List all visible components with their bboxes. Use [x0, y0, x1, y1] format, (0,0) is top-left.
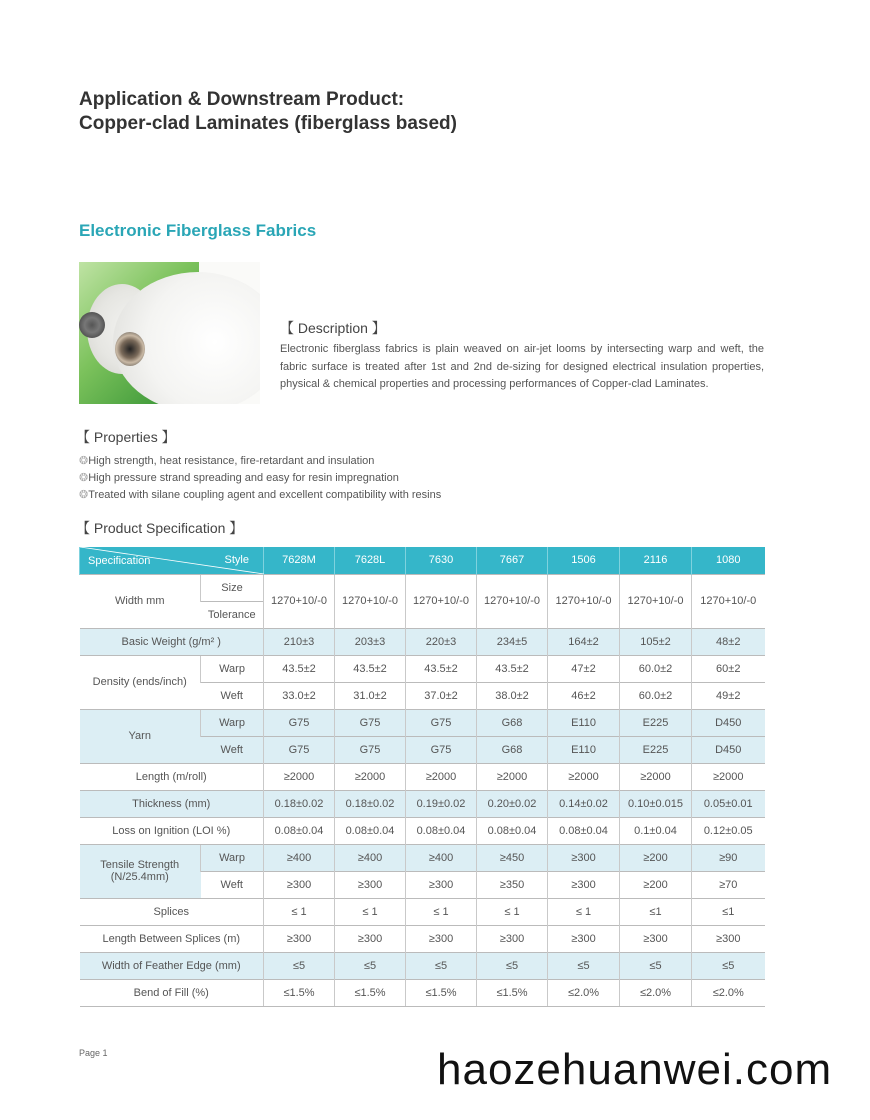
table-cell: ≥200	[620, 871, 692, 898]
bullet-icon: ❂	[79, 472, 89, 484]
table-row	[80, 709, 765, 736]
list-item	[79, 453, 441, 470]
table-cell: ≤2.0%	[548, 979, 620, 1006]
table-cell: 43.5±2	[264, 655, 335, 682]
row-label: Splices	[80, 898, 264, 925]
table-cell: G75	[406, 736, 477, 763]
table-cell: G75	[406, 709, 477, 736]
table-cell: ≤1.5%	[264, 979, 335, 1006]
table-cell: ≤5	[335, 952, 406, 979]
row-label: Loss on Ignition (LOI %)	[80, 817, 264, 844]
sub-label: Weft	[201, 736, 264, 763]
table-cell: ≤1	[692, 898, 765, 925]
table-cell: ≥200	[620, 844, 692, 871]
table-cell: 0.10±0.015	[620, 790, 692, 817]
spec-table	[79, 547, 765, 1007]
table-cell: G75	[264, 736, 335, 763]
table-cell: 43.5±2	[335, 655, 406, 682]
table-cell: ≥300	[692, 925, 765, 952]
table-cell: 33.0±2	[264, 682, 335, 709]
table-cell: ≤ 1	[406, 898, 477, 925]
table-row	[80, 844, 765, 871]
table-cell: 0.08±0.04	[335, 817, 406, 844]
table-cell: G75	[335, 709, 406, 736]
table-cell: G68	[477, 709, 548, 736]
table-cell: 38.0±2	[477, 682, 548, 709]
table-cell: 0.14±0.02	[548, 790, 620, 817]
table-cell: 1270+10/-0	[264, 574, 335, 628]
table-cell: D450	[692, 709, 765, 736]
table-cell: D450	[692, 736, 765, 763]
row-label: Width mm	[80, 574, 201, 628]
column-header: 1080	[692, 547, 765, 574]
table-cell: ≥2000	[264, 763, 335, 790]
table-cell: 1270+10/-0	[335, 574, 406, 628]
bullet-icon: ❂	[79, 455, 89, 467]
table-cell: ≥2000	[692, 763, 765, 790]
table-cell: ≥350	[477, 871, 548, 898]
table-cell: ≥300	[548, 925, 620, 952]
table-cell: ≥300	[264, 925, 335, 952]
table-cell: ≥400	[335, 844, 406, 871]
table-cell: 0.1±0.04	[620, 817, 692, 844]
table-row	[80, 574, 765, 601]
sub-label: Warp	[201, 709, 264, 736]
sub-label: Warp	[201, 844, 264, 871]
table-row	[80, 925, 765, 952]
table-cell: 0.08±0.04	[477, 817, 548, 844]
description-heading: 【 Description 】	[280, 320, 386, 336]
table-cell: 60±2	[692, 655, 765, 682]
row-label: Length (m/roll)	[80, 763, 264, 790]
bullet-icon: ❂	[79, 489, 89, 501]
spec-table-body	[80, 547, 765, 1006]
product-photo	[79, 262, 260, 404]
table-cell: ≤ 1	[264, 898, 335, 925]
row-label-line: Tensile Strength	[100, 859, 180, 871]
properties-list	[79, 453, 441, 504]
row-label: Width of Feather Edge (mm)	[80, 952, 264, 979]
property-text: High pressure strand spreading and easy for resin impregnation	[88, 472, 399, 484]
sub-label: Weft	[201, 682, 264, 709]
table-row	[80, 655, 765, 682]
table-cell: ≥2000	[620, 763, 692, 790]
table-cell: 0.18±0.02	[335, 790, 406, 817]
table-cell: E110	[548, 736, 620, 763]
table-cell: 203±3	[335, 628, 406, 655]
table-cell: ≥70	[692, 871, 765, 898]
table-cell: 1270+10/-0	[477, 574, 548, 628]
row-label-line: (N/25.4mm)	[110, 871, 169, 883]
table-cell: ≤2.0%	[692, 979, 765, 1006]
table-cell: 47±2	[548, 655, 620, 682]
table-cell: ≥300	[620, 925, 692, 952]
row-label: Yarn	[80, 709, 201, 763]
table-cell: E110	[548, 709, 620, 736]
page-number: Page 1	[79, 1048, 108, 1058]
table-cell: 1270+10/-0	[406, 574, 477, 628]
table-cell: 0.08±0.04	[548, 817, 620, 844]
table-cell: 49±2	[692, 682, 765, 709]
row-label: Bend of Fill (%)	[80, 979, 264, 1006]
table-cell: 234±5	[477, 628, 548, 655]
table-row	[80, 790, 765, 817]
table-cell: 37.0±2	[406, 682, 477, 709]
table-cell: ≤1.5%	[406, 979, 477, 1006]
corner-style-label: Style	[224, 554, 249, 566]
table-cell: 0.08±0.04	[264, 817, 335, 844]
table-cell: 60.0±2	[620, 655, 692, 682]
table-cell: 0.05±0.01	[692, 790, 765, 817]
table-cell: ≥2000	[335, 763, 406, 790]
table-cell: 48±2	[692, 628, 765, 655]
table-cell: 220±3	[406, 628, 477, 655]
table-cell: ≤5	[477, 952, 548, 979]
table-cell: ≥300	[335, 925, 406, 952]
row-label: Basic Weight (g/m² )	[80, 628, 264, 655]
table-cell: ≥2000	[477, 763, 548, 790]
sub-label: Tolerance	[201, 601, 264, 628]
table-row	[80, 817, 765, 844]
table-row	[80, 898, 765, 925]
section-heading: Electronic Fiberglass Fabrics	[79, 221, 317, 240]
table-cell: ≥2000	[406, 763, 477, 790]
table-cell: ≥300	[406, 871, 477, 898]
table-cell: ≤ 1	[548, 898, 620, 925]
table-cell: G75	[264, 709, 335, 736]
table-row	[80, 979, 765, 1006]
table-cell: ≥300	[477, 925, 548, 952]
table-cell: ≥300	[335, 871, 406, 898]
table-row	[80, 547, 765, 574]
corner-spec-label: Specification	[88, 555, 151, 567]
list-item	[79, 470, 441, 487]
table-cell: 46±2	[548, 682, 620, 709]
table-cell: ≤1	[620, 898, 692, 925]
table-row	[80, 628, 765, 655]
list-item	[79, 487, 441, 504]
table-cell: ≥300	[264, 871, 335, 898]
table-cell: ≤1.5%	[477, 979, 548, 1006]
table-cell: 0.20±0.02	[477, 790, 548, 817]
table-cell: E225	[620, 736, 692, 763]
sub-label: Size	[201, 574, 264, 601]
table-cell: ≤5	[692, 952, 765, 979]
table-corner-header	[80, 547, 264, 574]
column-header: 1506	[548, 547, 620, 574]
table-cell: ≥2000	[548, 763, 620, 790]
table-cell: ≤2.0%	[620, 979, 692, 1006]
table-cell: ≥300	[548, 871, 620, 898]
column-header: 7630	[406, 547, 477, 574]
table-cell: 43.5±2	[406, 655, 477, 682]
table-row	[80, 763, 765, 790]
sub-label: Weft	[201, 871, 264, 898]
title-line-1: Application & Downstream Product:	[79, 89, 405, 110]
watermark: haozehuanwei.com	[437, 1045, 833, 1094]
table-cell: 1270+10/-0	[692, 574, 765, 628]
table-cell: E225	[620, 709, 692, 736]
table-cell: ≥300	[406, 925, 477, 952]
title-line-2: Copper-clad Laminates (fiberglass based)	[79, 113, 457, 134]
row-label: Length Between Splices (m)	[80, 925, 264, 952]
row-label: Density (ends/inch)	[80, 655, 201, 709]
table-cell: 43.5±2	[477, 655, 548, 682]
spec-heading: 【 Product Specification 】	[76, 520, 244, 536]
row-label: Thickness (mm)	[80, 790, 264, 817]
page-title	[79, 88, 457, 136]
table-cell: ≤5	[406, 952, 477, 979]
column-header: 2116	[620, 547, 692, 574]
table-cell: G75	[335, 736, 406, 763]
table-cell: ≤5	[620, 952, 692, 979]
table-cell: 1270+10/-0	[620, 574, 692, 628]
sub-label: Warp	[201, 655, 264, 682]
column-header: 7628M	[264, 547, 335, 574]
property-text: Treated with silane coupling agent and excellent compatibility with resins	[88, 489, 442, 501]
table-cell: 1270+10/-0	[548, 574, 620, 628]
table-row	[80, 952, 765, 979]
table-cell: ≥400	[264, 844, 335, 871]
table-cell: 164±2	[548, 628, 620, 655]
column-header: 7628L	[335, 547, 406, 574]
table-cell: ≤1.5%	[335, 979, 406, 1006]
row-label	[80, 844, 201, 898]
table-cell: ≥450	[477, 844, 548, 871]
table-cell: 0.12±0.05	[692, 817, 765, 844]
table-cell: 0.19±0.02	[406, 790, 477, 817]
table-cell: ≤5	[548, 952, 620, 979]
table-cell: 31.0±2	[335, 682, 406, 709]
table-cell: ≥300	[548, 844, 620, 871]
table-cell: ≤ 1	[335, 898, 406, 925]
description-text: Electronic fiberglass fabrics is plain weaved on air-jet looms by intersecting warp and weft, the fabric surface is treated after 1st and 2nd de-sizing for designed electrical insulation properties, physical & chemical properties and processing performances of Copper-clad Laminates.	[280, 343, 764, 390]
table-cell: 210±3	[264, 628, 335, 655]
table-cell: 0.08±0.04	[406, 817, 477, 844]
table-cell: ≤5	[264, 952, 335, 979]
table-cell: 60.0±2	[620, 682, 692, 709]
table-cell: ≥400	[406, 844, 477, 871]
column-header: 7667	[477, 547, 548, 574]
properties-heading: 【 Properties 】	[76, 429, 176, 445]
table-cell: 105±2	[620, 628, 692, 655]
property-text: High strength, heat resistance, fire-retardant and insulation	[88, 455, 375, 467]
table-cell: ≤ 1	[477, 898, 548, 925]
table-cell: 0.18±0.02	[264, 790, 335, 817]
table-cell: G68	[477, 736, 548, 763]
table-cell: ≥90	[692, 844, 765, 871]
